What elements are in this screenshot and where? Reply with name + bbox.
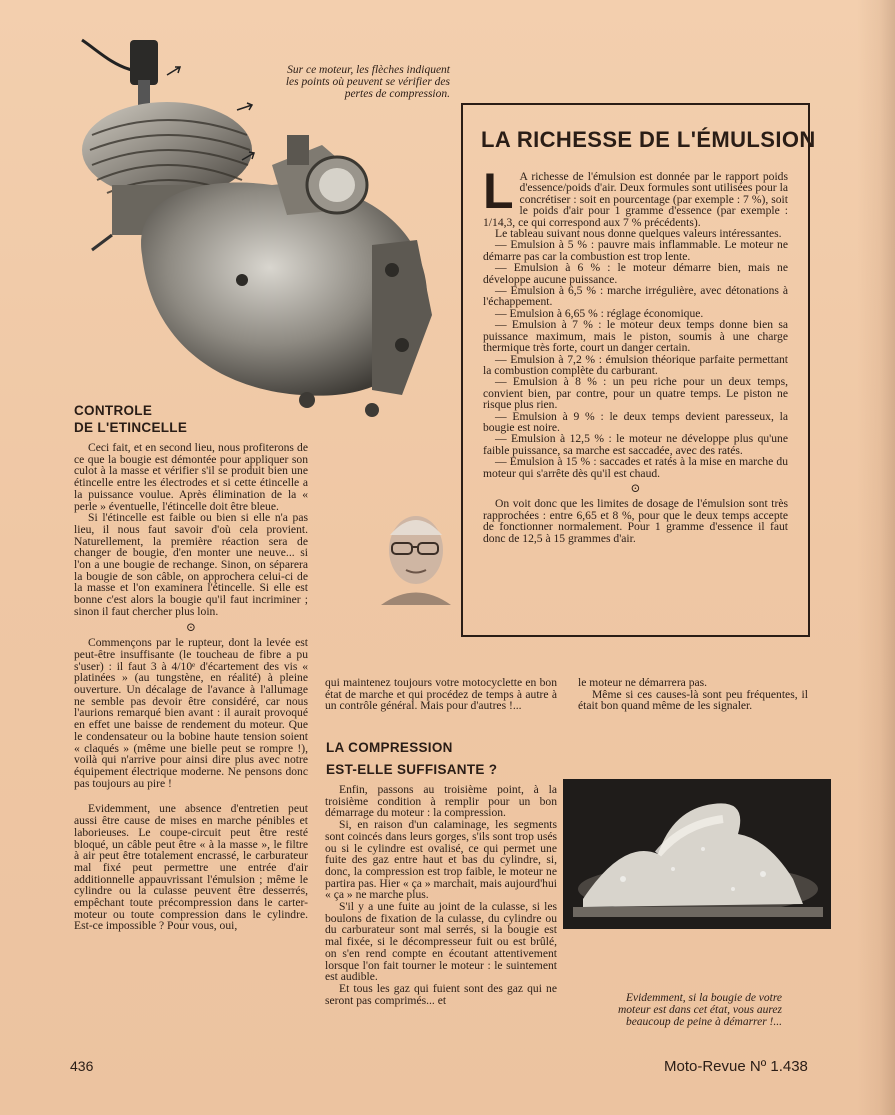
emulsion-item: — Emulsion à 6,5 % : marche irrégulière, avec détonations à l'échappement. [483,284,788,309]
heading-line: DE L'ETINCELLE [74,420,188,435]
page-edge-shadow [857,0,895,1115]
heading-line: EST-ELLE SUFFISANTE ? [326,762,498,777]
heading-line: CONTROLE [74,403,153,418]
page-number: 436 [70,1058,94,1074]
paragraph: Et tous les gaz qui fuient sont des gaz qui ne seront pas comprimés... et [325,981,557,1007]
emulsion-item: — Emulsion à 6,65 % : réglage économique. [495,306,704,320]
emulsion-item: — Emulsion à 5 % : pauvre mais inflammable. Le moteur ne démarre pas car la combustion est trop lente. [483,238,788,263]
sidebar-text [483,163,788,545]
paragraph: Evidemment, une absence d'entretien peut aussi être cause de mises en marche pénibles et laborieuses. Le coupe-circuit peut être resté bloqué, un câble peut être « à la masse », le filtre à air peut être totalement encrassé, le carburateur mal fixé peut permettre une entrée d'air additionnelle appauvrissant l'émulsion ; même le cylindre ou la culasse peuvent être desserrés, empêchant toute précompression dans le carter-moteur ou toute compression dans le cylindre. Est-ce impossible ? Pour vous, oui, [74,802,308,933]
heading-line: LA COMPRESSION [326,740,453,755]
left-column [74,442,308,932]
author-portrait [376,505,456,605]
emulsion-item: — Emulsion à 9 % : le deux temps devient paresseux, la bougie est noire. [483,409,788,434]
magazine-issue: Moto-Revue Nº 1.438 [664,1058,808,1075]
emulsion-item: — Emulsion à 7,2 % : émulsion théorique parfaite permettant la combustion complète du carburant. [483,352,788,377]
sidebar-conclusion: On voit donc que les limites de dosage de l'émulsion sont très rapprochées : entre 6,65 et 8 %, pour que le deux temps accepte de fonctionner normalement. Pour 1 gramme d'essence il faut donc de 12,5 à 15 grammes d'air. [483,497,788,545]
emulsion-item: — Emulsion à 12,5 % : le moteur ne développe plus qu'une faible puissance, sa marche est saccadée, avec des ratés. [483,432,788,457]
paragraph: qui maintenez toujours votre motocyclette en bon état de marche et qui procédez de temps à autre à un contrôle général. Mais pour d'autres !... [325,676,557,713]
paragraph: le moteur ne démarrera pas. [578,676,708,689]
emulsion-item: — Emulsion à 15 % : saccades et ratés à la mise en marche du moteur qui s'arrête dès qu'il est chaud. [483,455,788,480]
paragraph: Même si ces causes-là sont peu fréquentes, il était bon quand même de les signaler. [578,687,808,713]
section-heading-controle [74,402,187,436]
middle-column [325,784,557,1006]
paragraph: Commençons par le rupteur, dont la levée est peut-être insuffisante (le toucheau de fibre a pu s'user) : il faut 3 à 4/10ᵉ d'écartement des vis « platinées » (au tungstène, en réalité) à pleine ouverture. Un décalage de l'avance à l'allumage ne semble pas devoir être considéré, car nous l'aurions remarqué bien avant : il aurait provoqué en effet une baisse de rendement du moteur. Que le condensateur ou la bobine haute tension soient « claqués » (même une bielle peut se rompre !), voilà qui n'arrive pour ainsi dire plus avec notre équipement électrique moderne. Ne pensons donc pas toujours au pire ! [74,636,308,790]
photo-caption: Evidemment, si la bougie de votre moteur est dans cet état, vous aurez beaucoup de peine à démarrer !... [617,992,782,1028]
drop-cap: L [483,163,514,219]
right-column [578,677,808,712]
separator: ⊙ [185,619,197,634]
paragraph: Si l'étincelle est faible ou bien si elle n'a pas lieu, il nous faut savoir d'où cela provient. Naturellement, la première réaction sera de changer de bougie, d'en monter une neuve... si l'on a une bougie de rechange. Sinon, on séparera la bougie de son câble, on approchera celui-ci de la masse et l'on examinera l'étincelle. Si elle est bonne c'est alors la bougie qu'il faut incriminer ; sinon il faut chercher plus loin. [74,511,308,618]
sidebar-title: LA RICHESSE DE L'ÉMULSION [481,127,816,152]
paragraph: S'il y a une fuite au joint de la culasse, si les boulons de fixation de la culasse, du cylindre ou du carburateur sont mal serrés, si la bougie est mal fixée, si le décompresseur fuit ou est brûlé, on s'en rend compte en écoutant attentivement lorsque l'on fait tourner le moteur : le suintement est audible. [325,900,557,984]
engine-caption: Sur ce moteur, les flèches indiquent les points où peuvent se vérifier des pertes de compression. [285,64,450,100]
sidebar-intro: A richesse de l'émulsion est donnée par le rapport poids d'essence/poids d'air. Deux formules sont utilisées pour la concrétiser : soit en pourcentage (par exemple : 7 %), soit le poids d'air pour 1 gramme d'essence (par exemple : 1/14,3, ce qui correspond aux 7 % précédents). [483,170,788,229]
paragraph: Ceci fait, et en second lieu, nous profiterons de ce que la bougie est démontée pour appliquer son culot à la masse et vérifier s'il se produit bien une étincelle entre les électrodes et si cette étincelle a la puissance voulue. Après élimination de la « perle » éventuelle, l'étincelle doit être bleue. [74,441,308,513]
section-heading-compression [326,737,497,781]
paragraph: Enfin, passons au troisième point, à la troisième condition à remplir pour un bon démarrage du moteur : la compression. [325,783,557,820]
emulsion-item: — Emulsion à 8 % : un peu riche pour un deux temps, convient bien, par contre, pour un quatre temps. Le piston ne risque plus rien. [483,375,788,412]
spark-plug-photo [563,779,831,929]
emulsion-sidebar-box [461,103,816,637]
emulsion-item: — Emulsion à 6 % : le moteur démarre bien, mais ne développe aucune puissance. [483,261,788,286]
emulsion-item: — Emulsion à 7 % : le moteur deux temps donne bien sa puissance maximum, mais le piston, soumis à une charge thermique très forte, court un danger certain. [483,318,788,355]
sidebar-separator: ⊙ [630,480,641,495]
paragraph: Si, en raison d'un calaminage, les segments sont coincés dans leurs gorges, s'ils sont trop usés ou si le cylindre est ovalisé, ce qui permet une fuite des gaz entre haut et bas du cylindre, si, donc, la compression est trop faible, le moteur ne partira pas. Hier « ça » marchait, mais aujourd'hui « ça » ne marche plus. [325,818,557,902]
sidebar-para: Le tableau suivant nous donne quelques valeurs intéressantes. [495,227,782,241]
middle-column-top [325,677,557,712]
